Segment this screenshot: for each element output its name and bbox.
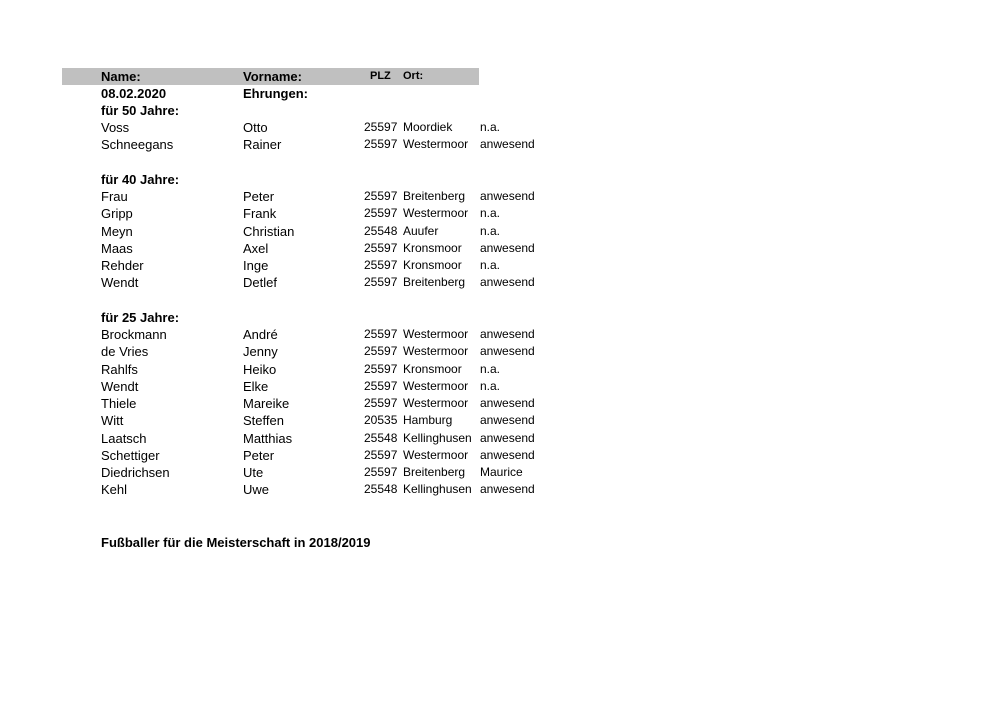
member-plz: 25597: [364, 379, 398, 393]
member-plz: 25597: [364, 344, 398, 358]
member-vorname: Axel: [243, 241, 269, 256]
header-name: Name:: [101, 69, 141, 84]
member-ort: Westermoor: [403, 344, 469, 358]
group-title-50: für 50 Jahre:: [101, 103, 180, 118]
member-ort: Kellinghusen: [403, 482, 472, 496]
member-name: Diedrichsen: [101, 465, 170, 480]
member-vorname: Heiko: [243, 362, 277, 377]
member-name: Rehder: [101, 258, 144, 273]
member-status: anwesend: [480, 448, 535, 462]
member-name: Witt: [101, 413, 124, 428]
member-name: Meyn: [101, 224, 133, 239]
member-name: Brockmann: [101, 327, 167, 342]
member-status: anwesend: [480, 396, 535, 410]
member-name: Wendt: [101, 275, 139, 290]
member-ort: Kronsmoor: [403, 362, 462, 376]
member-status: anwesend: [480, 241, 535, 255]
member-name: Laatsch: [101, 431, 147, 446]
member-plz: 25548: [364, 224, 398, 238]
member-ort: Breitenberg: [403, 465, 466, 479]
member-status: Maurice: [480, 465, 523, 479]
member-name: Kehl: [101, 482, 128, 497]
member-status: n.a.: [480, 258, 501, 272]
member-plz: 25597: [364, 258, 398, 272]
member-ort: Kronsmoor: [403, 241, 462, 255]
member-ort: Westermoor: [403, 327, 469, 341]
member-status: anwesend: [480, 327, 535, 341]
member-status: n.a.: [480, 206, 501, 220]
member-name: de Vries: [101, 344, 149, 359]
member-vorname: Mareike: [243, 396, 290, 411]
group-title-40: für 40 Jahre:: [101, 172, 180, 187]
member-status: anwesend: [480, 189, 535, 203]
member-vorname: Matthias: [243, 431, 293, 446]
member-status: anwesend: [480, 344, 535, 358]
group-title-25: für 25 Jahre:: [101, 310, 180, 325]
member-plz: 25597: [364, 396, 398, 410]
member-ort: Breitenberg: [403, 275, 466, 289]
member-plz: 25597: [364, 189, 398, 203]
member-ort: Westermoor: [403, 137, 469, 151]
member-vorname: Otto: [243, 120, 268, 135]
member-plz: 25597: [364, 120, 398, 134]
member-vorname: Ute: [243, 465, 264, 480]
member-vorname: Steffen: [243, 413, 284, 428]
member-vorname: Inge: [243, 258, 269, 273]
member-name: Thiele: [101, 396, 137, 411]
member-plz: 25597: [364, 448, 398, 462]
member-name: Voss: [101, 120, 130, 135]
member-ort: Breitenberg: [403, 189, 466, 203]
member-plz: 25597: [364, 275, 398, 289]
member-vorname: Elke: [243, 379, 269, 394]
member-status: anwesend: [480, 413, 535, 427]
member-plz: 25597: [364, 137, 398, 151]
member-status: anwesend: [480, 137, 535, 151]
member-plz: 25597: [364, 362, 398, 376]
member-status: anwesend: [480, 482, 535, 496]
member-ort: Hamburg: [403, 413, 453, 427]
member-ort: Kronsmoor: [403, 258, 462, 272]
member-plz: 25548: [364, 431, 398, 445]
member-ort: Westermoor: [403, 448, 469, 462]
member-status: anwesend: [480, 431, 535, 445]
member-vorname: Peter: [243, 448, 275, 463]
member-status: n.a.: [480, 379, 501, 393]
member-name: Wendt: [101, 379, 139, 394]
member-name: Maas: [101, 241, 133, 256]
member-ort: Moordiek: [403, 120, 453, 134]
member-name: Gripp: [101, 206, 133, 221]
footer-note: Fußballer für die Meisterschaft in 2018/2019: [101, 535, 371, 550]
member-vorname: Peter: [243, 189, 275, 204]
member-name: Schettiger: [101, 448, 160, 463]
member-status: anwesend: [480, 275, 535, 289]
member-ort: Westermoor: [403, 396, 469, 410]
member-ort: Westermoor: [403, 379, 469, 393]
member-vorname: André: [243, 327, 278, 342]
member-vorname: Detlef: [243, 275, 277, 290]
member-plz: 25548: [364, 482, 398, 496]
member-plz: 25597: [364, 327, 398, 341]
header-vorname: Vorname:: [243, 69, 302, 84]
header-ort: Ort:: [403, 70, 424, 82]
member-vorname: Rainer: [243, 137, 282, 152]
ehrungen-label: Ehrungen:: [243, 86, 308, 101]
member-plz: 20535: [364, 413, 398, 427]
member-ort: Westermoor: [403, 206, 469, 220]
member-ort: Auufer: [403, 224, 439, 238]
header-plz: PLZ: [370, 70, 391, 82]
member-vorname: Uwe: [243, 482, 270, 497]
member-name: Schneegans: [101, 137, 174, 152]
member-vorname: Frank: [243, 206, 277, 221]
member-status: n.a.: [480, 362, 501, 376]
member-name: Rahlfs: [101, 362, 138, 377]
member-plz: 25597: [364, 241, 398, 255]
member-name: Frau: [101, 189, 128, 204]
member-vorname: Christian: [243, 224, 295, 239]
member-ort: Kellinghusen: [403, 431, 472, 445]
member-plz: 25597: [364, 465, 398, 479]
date-label: 08.02.2020: [101, 86, 167, 101]
member-vorname: Jenny: [243, 344, 278, 359]
member-plz: 25597: [364, 206, 398, 220]
member-status: n.a.: [480, 224, 501, 238]
member-status: n.a.: [480, 120, 501, 134]
